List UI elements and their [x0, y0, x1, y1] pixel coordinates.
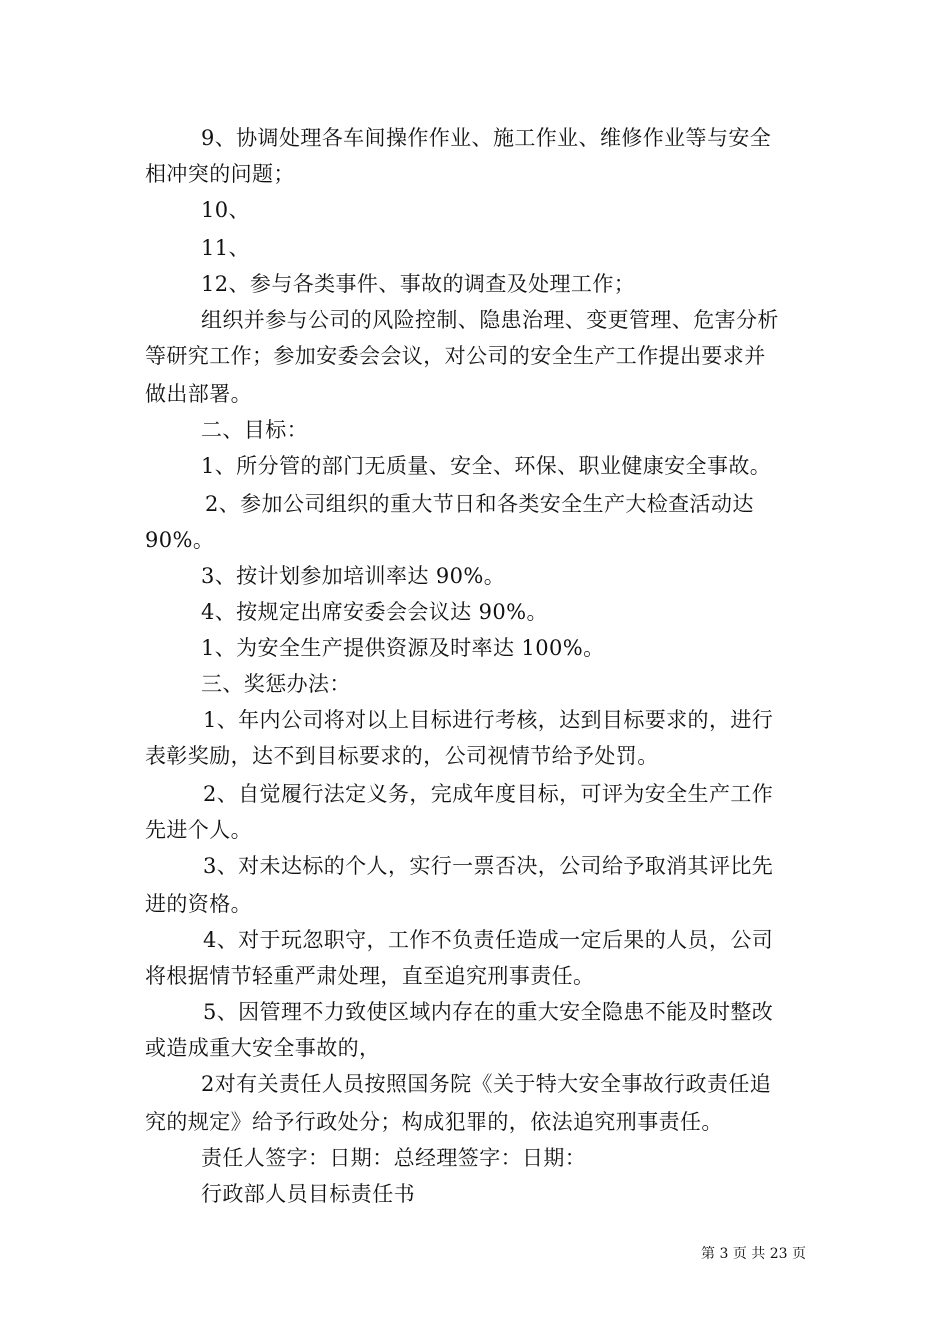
paragraph-line: 1、年内公司将对以上目标进行考核，达到目标要求的，进行 [203, 708, 774, 732]
paragraph-line: 5、因管理不力致使区域内存在的重大安全隐患不能及时整改 [203, 1000, 774, 1024]
paragraph-line: 9、协调处理各车间操作作业、施工作业、维修作业等与安全 [201, 126, 772, 150]
document-title: 行政部人员目标责任书 [201, 1182, 415, 1206]
paragraph-line: 2对有关责任人员按照国务院《关于特大安全事故行政责任追 [201, 1072, 772, 1096]
paragraph-line: 先进个人。 [145, 818, 252, 842]
paragraph-line: 1、为安全生产提供资源及时率达 100%。 [201, 636, 605, 660]
paragraph-line: 90%。 [145, 528, 215, 552]
paragraph-line: 11、 [201, 236, 250, 260]
paragraph-line: 4、对于玩忽职守，工作不负责任造成一定后果的人员，公司 [203, 928, 774, 952]
paragraph-line: 2、自觉履行法定义务，完成年度目标，可评为安全生产工作 [203, 782, 774, 806]
paragraph-line: 10、 [201, 198, 250, 222]
paragraph-line: 等研究工作；参加安委会会议，对公司的安全生产工作提出要求并 [145, 344, 766, 368]
paragraph-line: 做出部署。 [145, 382, 252, 406]
paragraph-line: 相冲突的问题； [145, 162, 295, 186]
signature-line: 责任人签字：日期：总经理签字：日期： [201, 1146, 587, 1170]
paragraph-line: 12、参与各类事件、事故的调查及处理工作； [201, 272, 636, 296]
paragraph-line: 进的资格。 [145, 892, 252, 916]
paragraph-line: 表彰奖励，达不到目标要求的，公司视情节给予处罚。 [145, 744, 659, 768]
paragraph-line: 将根据情节轻重严肃处理，直至追究刑事责任。 [145, 964, 595, 988]
paragraph-line: 3、按计划参加培训率达 90%。 [201, 564, 506, 588]
page-number: 第 3 页 共 23 页 [701, 1246, 806, 1262]
paragraph-line: 究的规定》给予行政处分；构成犯罪的，依法追究刑事责任。 [145, 1110, 723, 1134]
paragraph-line: 1、所分管的部门无质量、安全、环保、职业健康安全事故。 [201, 454, 772, 478]
paragraph-line: 3、对未达标的个人，实行一票否决，公司给予取消其评比先 [203, 854, 774, 878]
section-heading: 三、奖惩办法： [201, 672, 351, 696]
paragraph-line: 4、按规定出席安委会会议达 90%。 [201, 600, 548, 624]
section-heading: 二、目标： [201, 418, 308, 442]
paragraph-line: 组织并参与公司的风险控制、隐患治理、变更管理、危害分析 [201, 308, 779, 332]
paragraph-line: 或造成重大安全事故的， [145, 1036, 381, 1060]
paragraph-line: 2、参加公司组织的重大节日和各类安全生产大检查活动达 [205, 492, 754, 516]
